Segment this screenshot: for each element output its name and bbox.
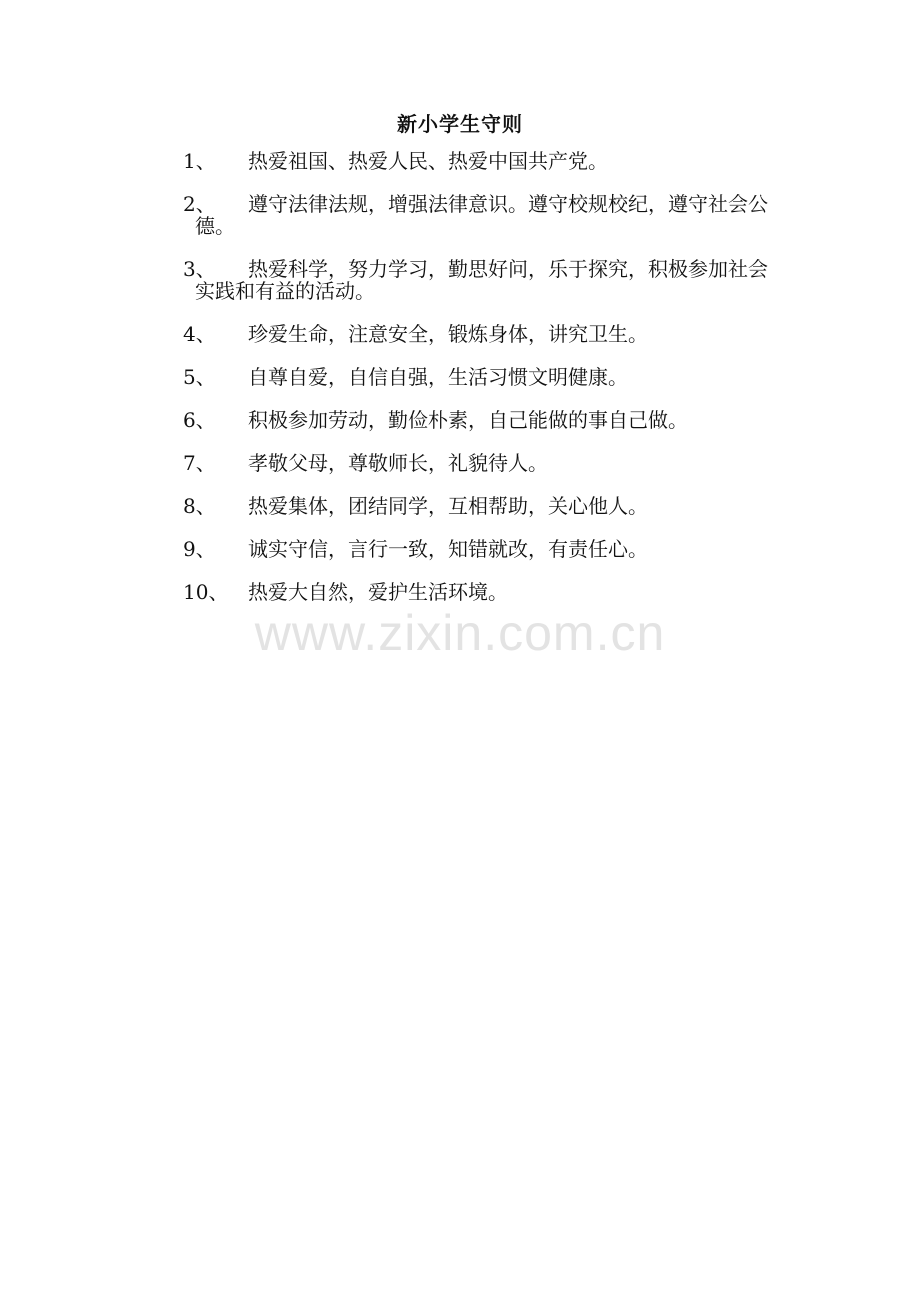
rule-text: 珍爱生命，注意安全，锻炼身体，讲究卫生。 — [248, 322, 648, 346]
rule-number: 7、 — [183, 451, 216, 475]
rule-text: 自尊自爱，自信自强，生活习惯文明健康。 — [248, 365, 628, 389]
rule-number: 6、 — [183, 408, 216, 432]
rule-number: 4、 — [183, 322, 216, 346]
rule-item — [183, 495, 783, 517]
rule-text: 热爱祖国、热爱人民、热爱中国共产党。 — [248, 149, 608, 173]
rule-item — [183, 323, 783, 345]
rule-item — [183, 150, 783, 172]
rule-text: 热爱集体，团结同学，互相帮助，关心他人。 — [248, 494, 648, 518]
rule-number: 5、 — [183, 365, 216, 389]
rule-item — [183, 538, 783, 560]
rule-text: 热爱科学，努力学习，勤思好问，乐于探究，积极参加社会实践和有益的活动。 — [195, 257, 768, 303]
rule-text: 诚实守信，言行一致，知错就改，有责任心。 — [248, 537, 648, 561]
rule-number: 2、 — [183, 192, 216, 216]
rule-item — [183, 452, 783, 474]
document-title: 新小学生守则 — [397, 112, 523, 136]
rule-text: 孝敬父母，尊敬师长，礼貌待人。 — [248, 451, 548, 475]
rule-item — [183, 193, 783, 237]
rule-number: 10、 — [183, 580, 229, 604]
rule-text: 遵守法律法规，增强法律意识。遵守校规校纪，遵守社会公德。 — [195, 192, 768, 238]
rule-item — [183, 409, 783, 431]
rules-list — [183, 150, 783, 624]
rule-number: 8、 — [183, 494, 216, 518]
rule-number: 9、 — [183, 537, 216, 561]
rule-item — [183, 366, 783, 388]
rule-number: 3、 — [183, 257, 216, 281]
rule-text: 积极参加劳动，勤俭朴素，自己能做的事自己做。 — [248, 408, 688, 432]
rule-item — [183, 581, 783, 603]
rule-number: 1、 — [183, 149, 216, 173]
watermark: www.zixin.com.cn — [254, 605, 666, 661]
rule-text: 热爱大自然，爱护生活环境。 — [248, 580, 508, 604]
rule-item — [183, 258, 783, 302]
